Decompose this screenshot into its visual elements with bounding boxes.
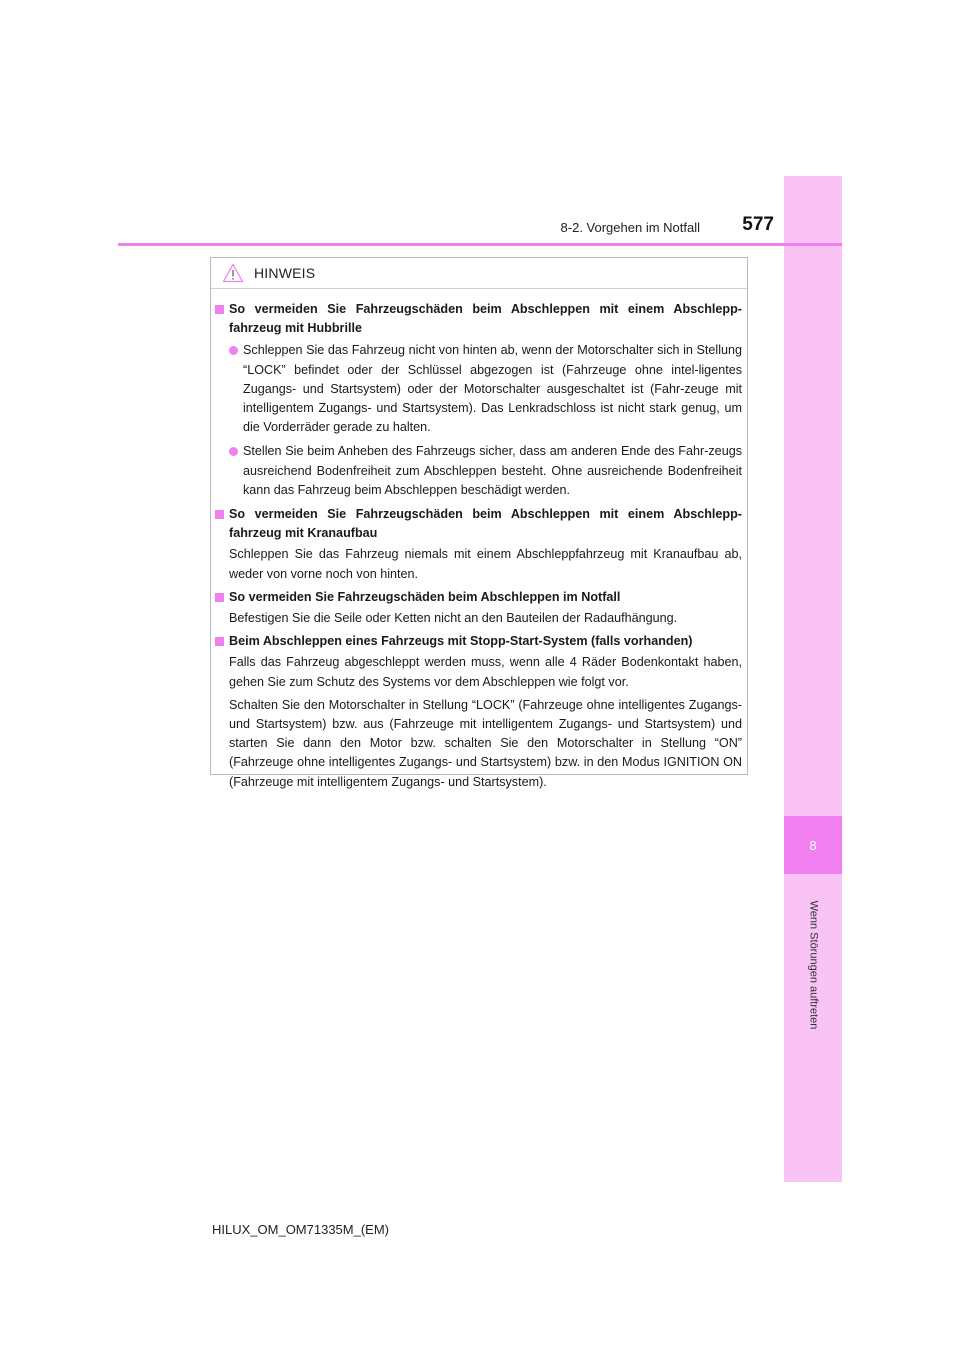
notice-divider [211, 288, 747, 289]
block-heading: So vermeiden Sie Fahrzeugschäden beim Abschleppen mit einem Abschlepp-fahrzeug mit Kranaufbau [229, 507, 742, 541]
block-paragraph: Schleppen Sie das Fahrzeug niemals mit einem Abschleppfahrzeug mit Kranaufbau ab, weder von vorne noch von hinten. [229, 547, 742, 581]
block-paragraph: Falls das Fahrzeug abgeschleppt werden muss, wenn alle 4 Räder Bodenkontakt haben, gehen Sie zum Schutz des Systems vor dem Abschleppen wie folgt vor. [229, 655, 742, 689]
block-paragraph: Befestigen Sie die Seile oder Ketten nicht an den Bauteilen der Radaufhängung. [229, 611, 678, 626]
page-number: 577 [742, 214, 774, 235]
bullet-text: Stellen Sie beim Anheben des Fahrzeugs sicher, dass am anderen Ende des Fahr-zeugs ausreichend Bodenfreiheit zum Abschleppen besteht. Ohne ausreichende Bodenfreiheit kann das Fahrzeug beim Abschleppen beschädigt werden. [243, 444, 742, 497]
notice-title: HINWEIS [254, 265, 316, 281]
square-bullet-icon [215, 593, 224, 602]
notice-block [212, 300, 742, 500]
chapter-number: 8 [809, 837, 817, 853]
section-title: 8-2. Vorgehen im Notfall [560, 220, 700, 235]
chapter-title: Wenn Störungen auftreten [807, 900, 819, 1030]
block-heading: Beim Abschleppen eines Fahrzeugs mit Stopp-Start-System (falls vorhanden) [229, 634, 693, 649]
block-paragraph: Schalten Sie den Motorschalter in Stellung “LOCK” (Fahrzeuge ohne intelligentes Zugangs- und Startsystem) bzw. aus (Fahrzeuge mit intelligentem Zugangs- und Startsystem) und starten Sie dann den Motor bzw. schalten Sie den Motorschalter in Stellung “ON” (Fahrzeuge ohne intelligentes Zugangs- und Startsystem) bzw. in den Modus IGNITION ON (Fahrzeuge mit intelligentem Zugangs- und Startsystem). [229, 697, 742, 789]
square-bullet-icon [215, 510, 224, 519]
circle-bullet-icon [229, 447, 238, 456]
block-heading: So vermeiden Sie Fahrzeugschäden beim Abschleppen mit einem Abschlepp-fahrzeug mit Hubbrille [229, 302, 742, 336]
square-bullet-icon [215, 305, 224, 314]
document-id: HILUX_OM_OM71335M_(EM) [212, 1222, 389, 1237]
bullet-item [229, 442, 742, 500]
notice-body [212, 300, 742, 796]
notice-header [222, 262, 315, 284]
circle-bullet-icon [229, 346, 238, 355]
square-bullet-icon [215, 637, 224, 646]
chapter-number-tab[interactable] [784, 816, 842, 874]
chapter-title-area [784, 880, 842, 1050]
warning-triangle-icon [222, 263, 244, 283]
block-heading: So vermeiden Sie Fahrzeugschäden beim Abschleppen im Notfall [229, 589, 621, 604]
notice-block [212, 588, 742, 628]
header-divider [118, 243, 842, 246]
bullet-text: Schleppen Sie das Fahrzeug nicht von hinten ab, wenn der Motorschalter sich in Stellung “LOCK” befindet oder der Schlüssel abgezogen ist (Fahrzeuge ohne intel-ligentes Zugangs- und Startsystem) oder der Motorschalter ausgeschaltet ist (Fahr-zeuge mit intelligentem Zugangs- und Startsystem). Das Lenkradschloss ist nicht stark genug, um die Vorderräder gerade zu halten. [243, 343, 742, 435]
notice-block [212, 505, 742, 584]
notice-block [212, 632, 742, 792]
bullet-item [229, 341, 742, 437]
